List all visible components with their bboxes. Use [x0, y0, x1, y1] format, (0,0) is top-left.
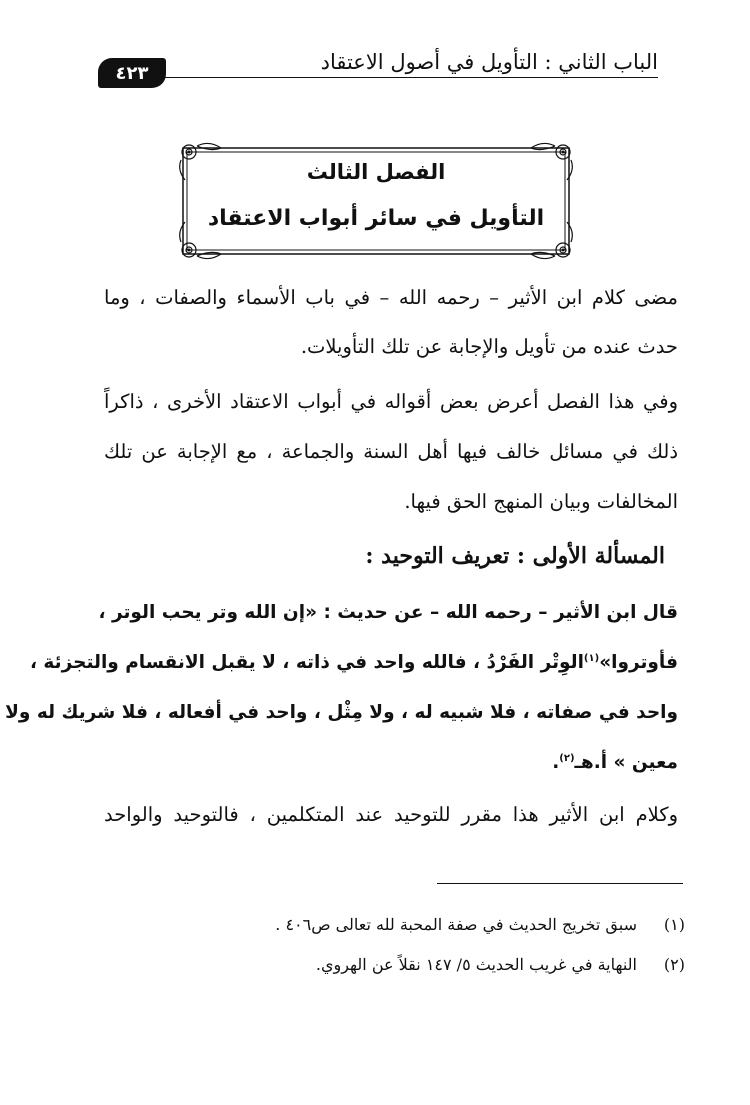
footnote-text: النهاية في غريب الحديث ٥/ ١٤٧ نقلاً عن الهروي.: [315, 955, 637, 974]
quote-line: قال ابن الأثير – رحمه الله – عن حديث : «إن الله وتر يحب الوتر ،: [98, 602, 678, 623]
footnote-text: سبق تخريج الحديث في صفة المحبة لله تعالى ص٤٠٦ .: [275, 915, 637, 934]
ornamental-frame-icon: [177, 138, 575, 264]
quote-line: معين » أ.هـ$^{(٢)}$.: [552, 752, 678, 773]
footnote-rule: [437, 883, 683, 884]
footnote-number: (١): [663, 915, 685, 934]
header-rule: [165, 77, 658, 78]
footnote: [200, 913, 685, 937]
footnote-number: (٢): [663, 955, 685, 974]
page-number-badge: ٤٢٣: [98, 58, 166, 88]
chapter-title: التأويل في سائر أبواب الاعتقاد: [207, 206, 545, 231]
body-line: وكلام ابن الأثير هذا مقرر للتوحيد عند المتكلمين ، فالتوحيد والواحد: [104, 803, 678, 826]
quote-line: فأوتروا»$^{(١)}$الوِتْر الفَرْدُ ، فالله واحد في ذاته ، لا يقبل الانقسام والتجزئة ،: [29, 652, 678, 673]
section-heading: المسألة الأولى : تعريف التوحيد :: [365, 543, 665, 569]
footnote-ref[interactable]: (١): [583, 652, 600, 664]
quote-line: واحد في صفاته ، فلا شبيه له ، ولا مِثْل ، واحد في أفعاله ، فلا شريك له ولا: [5, 702, 678, 723]
running-header-title: الباب الثاني : التأويل في أصول الاعتقاد: [320, 50, 658, 74]
body-line: المخالفات وبيان المنهج الحق فيها.: [404, 490, 678, 513]
footnote-ref[interactable]: (٢): [559, 752, 575, 764]
footnote: [200, 953, 685, 977]
chapter-label: الفصل الثالث: [306, 160, 446, 184]
body-line: ذلك في مسائل خالف فيها أهل السنة والجماعة ، مع الإجابة عن تلك: [104, 440, 678, 463]
body-line: مضى كلام ابن الأثير – رحمه الله – في باب الأسماء والصفات ، وما: [104, 286, 678, 309]
chapter-title-box: [177, 138, 575, 264]
body-line: حدث عنده من تأويل والإجابة عن تلك التأويلات.: [300, 335, 678, 358]
body-line: وفي هذا الفصل أعرض بعض أقواله في أبواب الاعتقاد الأخرى ، ذاكراً: [104, 390, 678, 413]
